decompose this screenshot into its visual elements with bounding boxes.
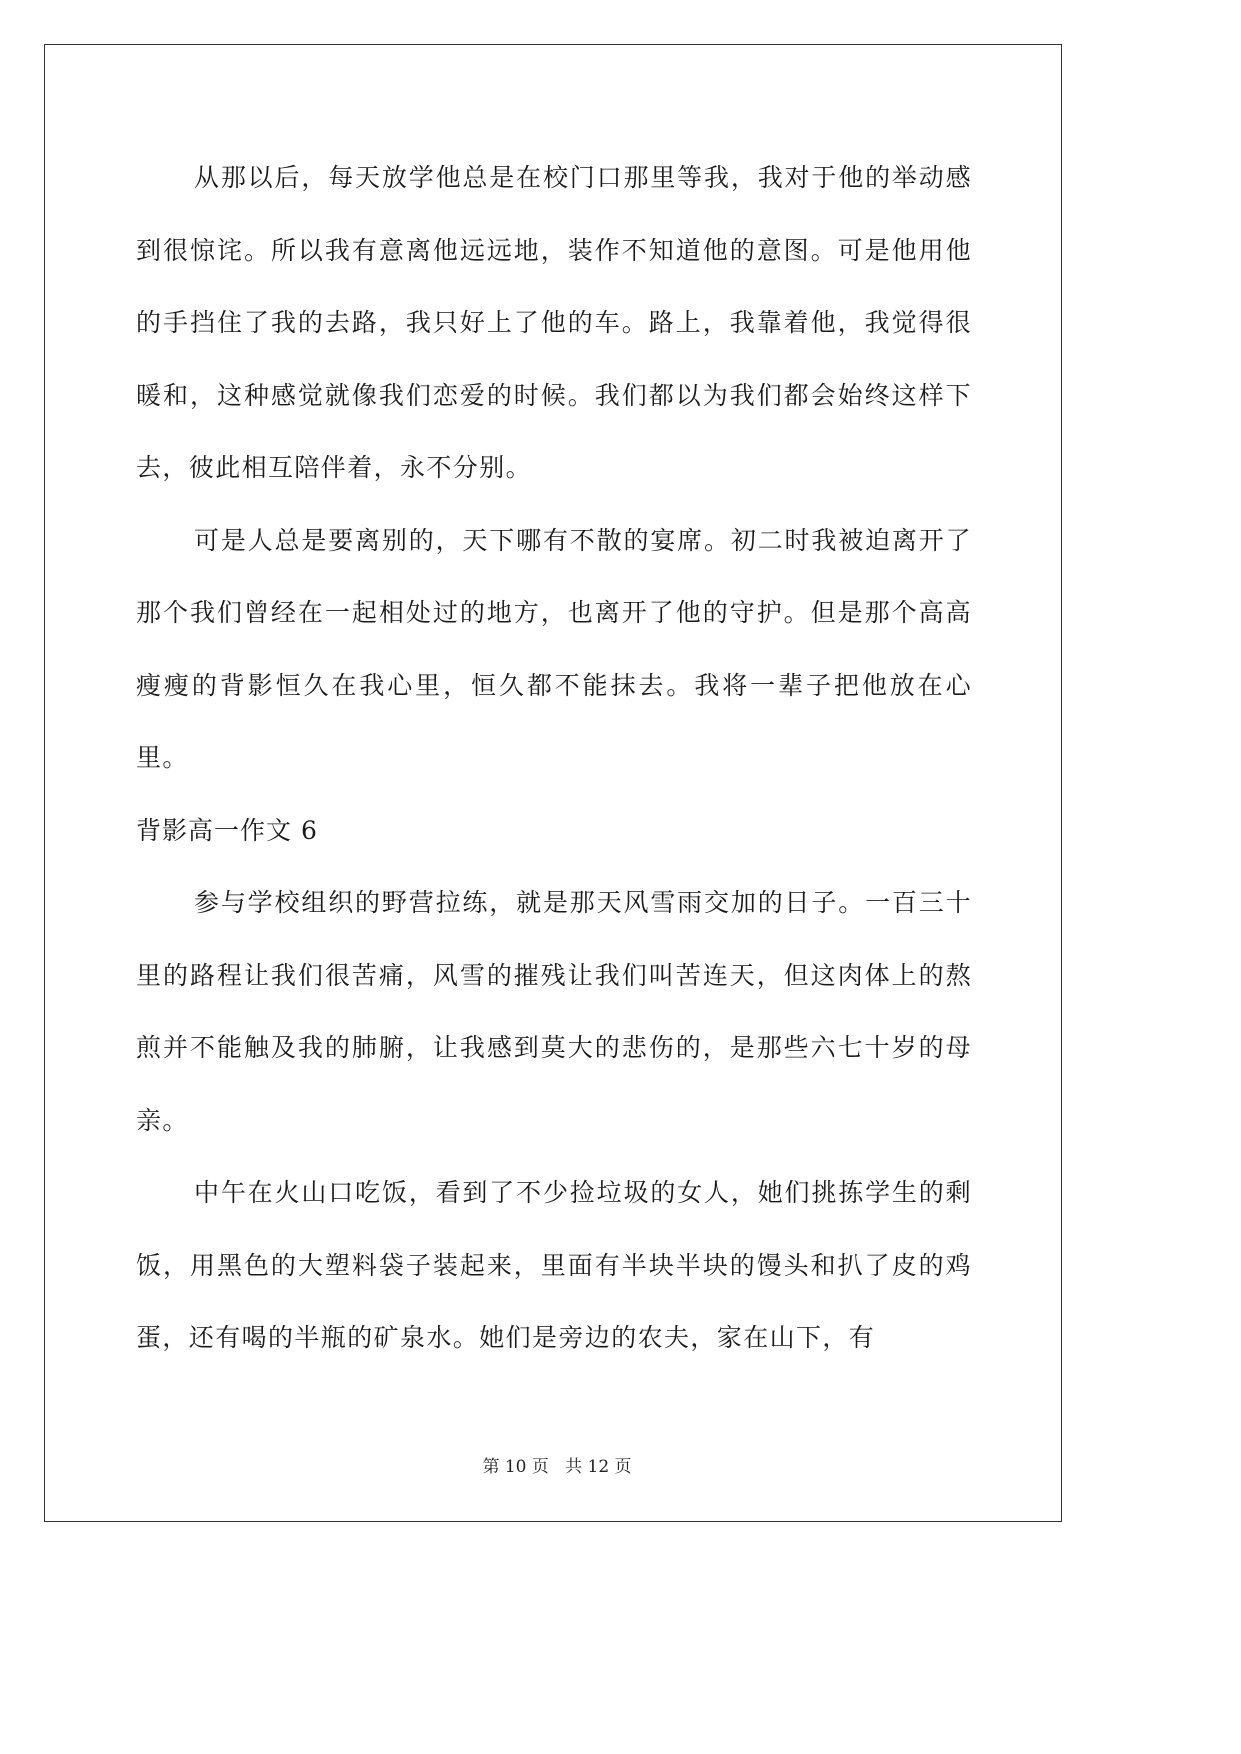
page-footer xyxy=(0,1452,1114,1477)
document-body xyxy=(136,142,972,1375)
section-heading: 背影高一作文 6 xyxy=(136,815,318,845)
paragraph: 中午在火山口吃饭，看到了不少捡垃圾的女人，她们挑拣学生的剩饭，用黑色的大塑料袋子装起来，里面有半块半块的馒头和扒了皮的鸡蛋，还有喝的半瓶的矿泉水。她们是旁边的农夫，家在山下，有 xyxy=(136,1178,972,1352)
paragraph: 参与学校组织的野营拉练，就是那天风雪雨交加的日子。一百三十里的路程让我们很苦痛，风雪的摧残让我们叫苦连天，但这肉体上的熬煎并不能触及我的肺腑，让我感到莫大的悲伤的，是那些六七十岁的母亲。 xyxy=(136,888,972,1135)
paragraph: 可是人总是要离别的，天下哪有不散的宴席。初二时我被迫离开了那个我们曾经在一起相处过的地方，也离开了他的守护。但是那个高高瘦瘦的背影恒久在我心里，恒久都不能抹去。我将一辈子把他放在心里。 xyxy=(136,525,972,772)
paragraph: 从那以后，每天放学他总是在校门口那里等我，我对于他的举动感到很惊诧。所以我有意离他远远地，装作不知道他的意图。可是他用他的手挡住了我的去路，我只好上了他的车。路上，我靠着他，我觉得很暖和，这种感觉就像我们恋爱的时候。我们都以为我们都会始终这样下去，彼此相互陪伴着，永不分别。 xyxy=(136,163,972,482)
page-total: 共 12 页 xyxy=(565,1457,632,1477)
page-number: 第 10 页 xyxy=(482,1457,549,1477)
